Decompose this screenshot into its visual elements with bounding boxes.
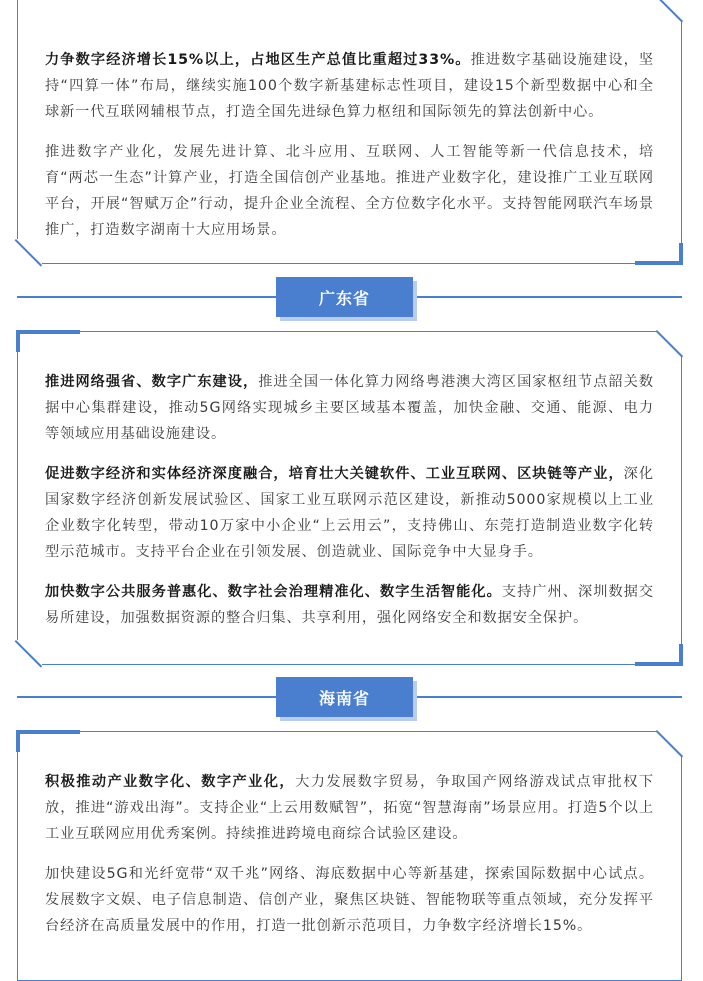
corner-ornament	[16, 640, 42, 666]
hainan-paragraph-1-body: 大力发展数字贸易，争取国产网络游戏试点审批权下放，推进“游戏出海”。支持企业“上云用数赋智”，拓宽“智慧海南”场景应用。打造5个以上工业互联网应用优秀案例。持续推进跨境电商综合试验区建设。	[45, 774, 655, 842]
guangdong-title: 广东省	[276, 277, 413, 317]
guangdong-paragraph-1-lead: 推进网络强省、数字广东建设，	[45, 374, 259, 390]
guangdong-paragraph-1	[45, 369, 654, 447]
hunan-paragraph-1-body: 推进数字基础设施建设，坚持“四算一体”布局，继续实施100个数字新基建标志性项目，建设15个新型数据中心和全球新一代互联网辅根节点，打造全国先进绿色算力枢纽和国际领先的算法创新中心。	[45, 52, 654, 120]
corner-ornament	[16, 730, 80, 752]
guangdong-paragraph-3	[45, 579, 654, 631]
guangdong-paragraph-3-body: 支持广州、深圳数据交易所建设，加强数据资源的整合归集、共享利用，强化网络安全和数据安全保护。	[45, 584, 654, 626]
hunan-card	[17, 0, 682, 264]
guangdong-paragraph-2-lead: 促进数字经济和实体经济深度融合，培育壮大关键软件、工业互联网、区块链等产业，	[45, 466, 624, 482]
hainan-title: 海南省	[276, 677, 413, 717]
hainan-paragraph-1	[45, 769, 654, 847]
corner-ornament	[635, 644, 683, 666]
corner-ornament	[657, 730, 683, 756]
hainan-card	[17, 731, 682, 981]
corner-ornament	[16, 330, 80, 352]
guangdong-card	[17, 331, 682, 665]
corner-ornament	[657, 0, 683, 21]
hunan-paragraph-1	[45, 47, 654, 125]
hunan-paragraph-2: 推进数字产业化，发展先进计算、北斗应用、互联网、人工智能等新一代信息技术，培育“两芯一生态”计算产业，打造全国信创产业基地。推进产业数字化，建设推广工业互联网平台，开展“智赋万企”行动，提升企业全流程、全方位数字化水平。支持智能网联汽车场景推广，打造数字湖南十大应用场景。	[45, 144, 654, 238]
guangdong-paragraph-1-body: 推进全国一体化算力网络粤港澳大湾区国家枢纽节点韶关数据中心集群建设，推动5G网络实现城乡主要区域基本覆盖，加快金融、交通、能源、电力等领域应用基础设施建设。	[45, 374, 654, 442]
guangdong-paragraph-2	[45, 461, 654, 565]
hainan-paragraph-2: 加快建设5G和光纤宽带“双千兆”网络、海底数据中心等新基建，探索国际数据中心试点。发展数字文娱、电子信息制造、信创产业，聚焦区块链、智能物联等重点领域，充分发挥平台经济在高质量发展中的作用，打造一批创新示范项目，力争数字经济增长15%。	[45, 866, 654, 934]
hainan-paragraph-1-lead: 积极推动产业数字化、数字产业化，	[45, 774, 296, 790]
guangdong-paragraph-3-lead: 加快数字公共服务普惠化、数字社会治理精准化、数字生活智能化。	[45, 584, 502, 600]
hunan-paragraph-1-lead: 力争数字经济增长15%以上，占地区生产总值比重超过33%。	[45, 52, 471, 68]
corner-ornament	[657, 330, 683, 356]
corner-ornament	[16, 239, 42, 265]
guangdong-paragraph-2-body: 深化国家数字经济创新发展试验区、国家工业互联网示范区建设，新推动5000家规模以上工业企业数字化转型，带动10万家中小企业“上云用云”，支持佛山、东莞打造制造业数字化转型示范城市。支持平台企业在引领发展、创造就业、国际竞争中大显身手。	[45, 466, 654, 560]
